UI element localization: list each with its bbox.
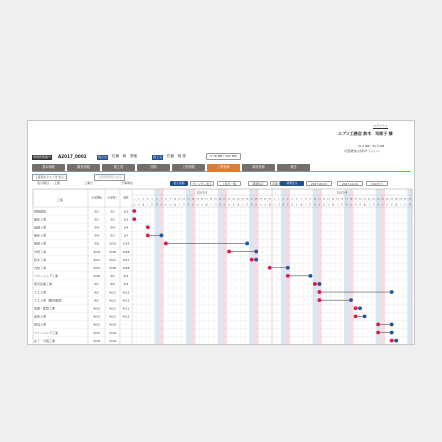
row-start-date: 4/10 (93, 306, 100, 311)
day-of-week: 木 (295, 204, 298, 207)
date-range-label: 期間表示 (280, 181, 304, 186)
row-progress-date: 3/28 (122, 249, 130, 254)
row-process-name: 基礎工事 (34, 225, 47, 230)
row-progress-date: - (125, 322, 127, 327)
nav-button-electronic[interactable]: 電子工程 (209, 128, 222, 132)
day-number: 15 (196, 198, 199, 201)
day-number: 29 (399, 198, 403, 201)
column-header-progress: 進捗 (123, 196, 129, 200)
day-of-week: 土 (209, 204, 213, 207)
row-progress-date: 3/21 (122, 257, 130, 262)
day-number: 26 (245, 198, 249, 201)
day-number: 30 (403, 198, 407, 201)
day-number: 29 (259, 198, 263, 201)
day-of-week: 水 (164, 204, 167, 207)
row-end-date: 4/12 (109, 290, 116, 295)
row-progress-date: 3/1 (123, 217, 129, 222)
day-of-week: 月 (408, 204, 411, 207)
day-of-week: 日 (214, 204, 217, 207)
day-of-week: 金 (395, 204, 398, 207)
gantt-end-marker[interactable] (286, 266, 290, 270)
day-number: 28 (394, 198, 398, 201)
property-code: A2017_0002 (58, 154, 87, 159)
day-of-week: 火 (191, 204, 195, 207)
gantt-end-marker[interactable] (349, 298, 353, 302)
tab-basic[interactable]: 基本情報 (32, 164, 65, 171)
day-of-week: 木 (327, 204, 330, 207)
day-number: 16 (200, 198, 204, 201)
day-of-week: 日 (277, 204, 280, 207)
row-start-date: 4/2 (94, 298, 99, 303)
row-process-name: 設備・配管工事 (34, 306, 56, 311)
day-number: 10 (313, 198, 317, 201)
row-process-name: 内装工事 (34, 266, 47, 271)
day-of-week: 日 (151, 204, 154, 207)
day-of-week: 水 (259, 204, 262, 207)
row-end-date: 4/18 (109, 338, 116, 343)
day-of-week: 日 (372, 204, 375, 207)
gantt-start-marker[interactable] (132, 217, 136, 221)
day-number: 8 (305, 198, 307, 201)
day-number: 21 (223, 198, 226, 201)
day-number: 20 (358, 198, 362, 201)
row-process-name: 外壁工事 (34, 249, 47, 254)
day-number: 27 (390, 198, 394, 201)
row-start-date: 3/1 (94, 217, 99, 222)
row-progress-date: 3/1 (123, 209, 129, 214)
day-of-week: 日 (340, 204, 344, 207)
day-of-week: 日 (182, 204, 185, 207)
day-number: 22 (367, 198, 371, 201)
row-start-date: 3/28 (93, 274, 100, 279)
column-header-process: 工程 (56, 198, 64, 202)
day-of-week: 金 (300, 204, 303, 207)
gantt-end-marker[interactable] (254, 258, 258, 262)
weekend-column (380, 189, 385, 344)
row-end-date: 3/1 (110, 217, 115, 222)
gantt-end-marker[interactable] (308, 274, 312, 278)
day-of-week: 月 (282, 204, 285, 207)
row-process-name: 解体工事 (34, 217, 47, 222)
day-number: 10 (173, 198, 177, 201)
logout-link[interactable]: ログアウト (373, 124, 389, 128)
row-start-date: 3/1 (94, 209, 99, 214)
day-of-week: 木 (390, 204, 393, 207)
row-end-date: 4/1 (110, 274, 115, 279)
gantt-start-marker[interactable] (132, 209, 136, 213)
row-progress-date: 4/12 (122, 298, 130, 303)
day-of-week: 金 (237, 204, 240, 207)
row-process-name: 大工工事 (34, 290, 47, 295)
row-process-name: 躯体工事 (34, 233, 47, 238)
day-number: 5 (291, 198, 293, 201)
day-number: 18 (349, 198, 353, 201)
date-range-separator: ～ (333, 181, 337, 185)
gantt-start-marker[interactable] (146, 225, 150, 229)
day-number: 8 (165, 198, 167, 201)
day-of-week: 日 (404, 204, 407, 207)
app-window (27, 120, 415, 345)
row-progress-date: 3/28 (122, 266, 130, 271)
day-number: 7 (300, 198, 303, 201)
day-of-week: 金 (173, 204, 176, 207)
row-progress-date: 3/4 (123, 225, 129, 230)
row-progress-date: - (125, 338, 127, 343)
gantt-start-marker[interactable] (354, 306, 358, 310)
day-number: 31 (268, 198, 272, 201)
day-number: 19 (354, 198, 357, 201)
weekend-column (281, 189, 286, 344)
row-process-name: 大工工事（構造補強） (34, 298, 65, 303)
gantt-end-marker[interactable] (159, 233, 163, 237)
process-list-button[interactable]: 工程日一覧 (217, 181, 241, 186)
row-end-date: 4/2 (110, 282, 115, 287)
day-of-week: 火 (318, 204, 321, 207)
day-number: 2 (278, 198, 280, 201)
day-number: 6 (296, 198, 298, 201)
row-process-name: 防水工事 (34, 257, 47, 262)
weekend-column (249, 189, 254, 344)
day-number: 26 (385, 198, 389, 201)
day-of-week: 木 (232, 204, 235, 207)
day-number: 15 (336, 198, 339, 201)
weekend-column (159, 189, 164, 344)
date-from-input[interactable]: 2017.03.01 (306, 181, 332, 186)
gantt-start-marker[interactable] (354, 314, 358, 318)
day-number: 17 (205, 198, 208, 201)
row-end-date: 3/28 (109, 249, 116, 254)
gantt-end-marker[interactable] (390, 323, 394, 327)
weekend-column (344, 189, 349, 344)
day-number: 6 (156, 198, 158, 201)
row-start-date: 3/21 (93, 257, 100, 262)
day-number: 23 (232, 198, 235, 201)
day-of-week: 月 (250, 204, 253, 207)
day-number: 1 (273, 198, 275, 201)
day-number: 3 (142, 198, 144, 201)
row-process-name: 建具工事 (34, 322, 47, 327)
day-of-week: 水 (291, 204, 294, 207)
company-user-name: エプコ工務店 鈴木 司郎子 様 (338, 131, 393, 136)
gantt-end-marker[interactable] (254, 250, 258, 254)
row-end-date: 4/12 (109, 298, 116, 303)
day-of-week: 水 (196, 204, 199, 207)
row-start-date: 4/10 (93, 314, 100, 319)
weekend-column (254, 189, 259, 344)
day-of-week: 火 (223, 204, 226, 207)
row-process-name: 電気設備工事 (34, 282, 53, 287)
gantt-start-marker[interactable] (164, 242, 168, 246)
row-process-name: 屋根工事 (34, 241, 47, 246)
day-of-week: 金 (142, 204, 145, 207)
day-of-week: 土 (336, 204, 339, 207)
row-end-date: 3/28 (109, 266, 116, 271)
day-number: 7 (160, 198, 163, 201)
weekend-column (218, 189, 223, 344)
day-number: 22 (227, 198, 231, 201)
nav-button-photos[interactable]: 施工写真 (238, 128, 251, 132)
column-header-end: 予定終了 (107, 196, 118, 200)
day-number: 24 (376, 198, 380, 201)
row-end-date: 3/21 (109, 257, 116, 262)
tab-report[interactable]: 報告 (277, 164, 310, 171)
day-of-week: 金 (363, 204, 366, 207)
gantt-start-marker[interactable] (313, 282, 317, 286)
weekend-column (191, 189, 196, 344)
day-of-week: 土 (241, 204, 244, 207)
weekend-column (186, 189, 191, 344)
filter-item-label: 表示項目 (37, 181, 50, 185)
day-number: 5 (151, 198, 153, 201)
date-to-input[interactable]: 2017.11.01 (337, 181, 363, 186)
day-number: 12 (322, 198, 326, 201)
gantt-end-marker[interactable] (390, 290, 394, 294)
day-number: 9 (169, 198, 172, 201)
row-end-date: 4/18 (109, 322, 116, 327)
row-start-date: 4/1 (94, 282, 99, 287)
csv-export-button[interactable]: CSV出力 (366, 181, 388, 186)
day-number: 23 (372, 198, 375, 201)
day-of-week: 月 (313, 204, 316, 207)
refresh-button[interactable]: 表示更新 (170, 181, 188, 186)
gantt-end-marker[interactable] (358, 306, 362, 310)
row-progress-date: 4/12 (122, 314, 130, 319)
row-start-date: 4/15 (93, 330, 100, 335)
weekend-column (222, 189, 227, 344)
weekend-column (407, 189, 412, 344)
day-of-week: 土 (368, 204, 371, 207)
tab-customer[interactable]: 顧客情報 (67, 164, 100, 171)
row-end-date: 3/4 (110, 225, 115, 230)
day-of-week: 火 (286, 204, 289, 207)
usage-box: 3.78 MB / 500 MB (206, 153, 241, 160)
gantt-start-marker[interactable] (376, 323, 380, 327)
day-number: 25 (381, 198, 384, 201)
day-of-week: 月 (155, 204, 158, 207)
day-number: 12 (182, 198, 186, 201)
row-progress-date: 3/7 (123, 233, 129, 238)
day-number: 28 (254, 198, 258, 201)
day-of-week: 月 (345, 204, 348, 207)
gantt-chart (28, 121, 414, 344)
row-start-date: 3/8 (94, 241, 99, 246)
day-number: 30 (263, 198, 267, 201)
gantt-end-marker[interactable] (394, 339, 398, 343)
day-of-week: 火 (160, 204, 163, 207)
month-label: 2017/4 (336, 190, 348, 195)
day-of-week: 金 (331, 204, 335, 207)
row-end-date: 4/18 (109, 330, 116, 335)
day-of-week: 水 (386, 204, 389, 207)
row-end-date: 4/12 (109, 314, 116, 319)
day-of-week: 月 (219, 204, 222, 207)
property-code-label: 現場管理番号 (33, 155, 52, 159)
day-number: 14 (191, 198, 195, 201)
gantt-start-marker[interactable] (286, 274, 290, 278)
day-number: 13 (327, 198, 330, 201)
gantt-start-marker[interactable] (146, 233, 150, 237)
weekend-column (155, 189, 163, 344)
row-start-date: 4/15 (93, 322, 100, 327)
day-of-week: 水 (322, 204, 325, 207)
gantt-end-marker[interactable] (363, 314, 367, 318)
row-progress-date: 4/11 (122, 306, 130, 311)
row-start-date: 4/18 (93, 338, 100, 343)
day-number: 21 (363, 198, 366, 201)
row-progress-date: 4/1 (123, 274, 129, 279)
gantt-end-marker[interactable] (318, 282, 322, 286)
row-start-date: 4/2 (94, 290, 99, 295)
row-process-name: クリーニング工事 (34, 330, 58, 335)
row-start-date: 3/4 (94, 233, 99, 238)
day-of-week: 水 (354, 204, 357, 207)
day-of-week: 土 (273, 204, 276, 207)
nest-view-toggle[interactable]: 工程表をネスト化 表示 (32, 174, 67, 181)
manage-view-toggle[interactable]: 工程管理情報の表示 (94, 174, 125, 181)
day-number: 4 (147, 198, 149, 201)
day-of-week: 木 (137, 204, 140, 207)
tab-documents[interactable]: 資料管理 (242, 164, 275, 171)
row-process-name: フローリング工事 (34, 274, 58, 279)
day-number: 4 (287, 198, 289, 201)
day-number: 25 (241, 198, 244, 201)
row-end-date: 3/1 (110, 209, 115, 214)
site-name-label: 施工名 (153, 155, 163, 159)
tab-process-manage[interactable]: 工程管理 (207, 164, 240, 171)
day-of-week: 土 (146, 204, 149, 207)
day-of-week: 金 (268, 204, 271, 207)
row-progress-date: 4/12 (122, 290, 130, 295)
range-select-button[interactable]: 期間指定 (248, 181, 268, 186)
calendar-view-button[interactable]: カレンダー表示 (190, 181, 214, 186)
day-of-week: 火 (255, 204, 258, 207)
gantt-start-marker[interactable] (268, 266, 272, 270)
row-start-date: 3/4 (94, 225, 99, 230)
day-of-week: 水 (228, 204, 231, 207)
row-end-date: 3/19 (109, 241, 116, 246)
day-of-week: 火 (381, 204, 384, 207)
tab-plans[interactable]: 図面 (137, 164, 170, 171)
row-end-date: 4/11 (109, 306, 116, 311)
gantt-end-marker[interactable] (390, 331, 394, 335)
gantt-start-marker[interactable] (318, 290, 322, 294)
day-number: 3 (282, 198, 284, 201)
row-end-date: 3/7 (110, 233, 115, 238)
day-number: 17 (345, 198, 348, 201)
weekend-column (317, 189, 322, 344)
day-of-week: 月 (377, 204, 380, 207)
gantt-start-marker[interactable] (318, 298, 322, 302)
weekend-column (313, 189, 321, 344)
tab-process-info[interactable]: 工程情報 (172, 164, 205, 171)
filter-item-value[interactable]: 工程 (54, 181, 61, 185)
day-number: 18 (209, 198, 213, 201)
row-progress-date: - (125, 330, 127, 335)
nav-button-schedule[interactable]: 工程表 (182, 128, 192, 132)
day-number: 20 (218, 198, 222, 201)
row-process-name: 完了・引渡工事 (34, 338, 56, 343)
day-of-week: 水 (133, 204, 136, 207)
day-number: 2 (138, 198, 140, 201)
month-label: 2017/3 (196, 190, 208, 195)
day-of-week: 木 (169, 204, 172, 207)
weekend-column (349, 189, 354, 344)
storage-info: (5.0 GB / 51.5 GB (358, 144, 385, 148)
row-process-name: 現場調査 (34, 209, 47, 214)
day-number: 9 (309, 198, 312, 201)
row-progress-date: 3/19 (122, 241, 130, 246)
day-of-week: 日 (246, 204, 249, 207)
nav-button-help[interactable]: ヘルプ (269, 128, 279, 132)
gantt-start-marker[interactable] (390, 339, 394, 343)
weekend-column (376, 189, 381, 344)
tab-drawing[interactable]: 施工図 (102, 164, 135, 171)
day-number: 14 (331, 198, 335, 201)
day-of-week: 土 (399, 204, 402, 207)
day-of-week: 木 (200, 204, 204, 207)
day-number: 24 (236, 198, 240, 201)
day-of-week: 金 (205, 204, 208, 207)
day-number: 27 (250, 198, 254, 201)
row-start-date: 3/16 (93, 249, 100, 254)
filter-date-label[interactable]: 工事日 (84, 181, 94, 185)
gantt-start-marker[interactable] (250, 258, 254, 262)
day-of-week: 月 (187, 204, 190, 207)
day-number: 19 (214, 198, 217, 201)
column-header-start: 予定開始 (91, 196, 102, 200)
day-of-week: 木 (359, 204, 362, 207)
owner-name: 佐藤 修 康様 (112, 154, 138, 158)
day-number: 16 (340, 198, 344, 201)
print-button[interactable]: 印刷 (270, 181, 280, 186)
day-of-week: 火 (349, 204, 353, 207)
row-start-date: 3/25 (93, 266, 100, 271)
day-number: 11 (318, 198, 321, 201)
row-progress-date: 4/2 (123, 282, 129, 287)
owner-label: 施主名 (98, 155, 108, 159)
day-of-week: 日 (309, 204, 312, 207)
day-of-week: 木 (264, 204, 267, 207)
gantt-start-marker[interactable] (227, 250, 231, 254)
day-number: 1 (133, 198, 135, 201)
day-of-week: 土 (178, 204, 181, 207)
gantt-start-marker[interactable] (376, 331, 380, 335)
day-of-week: 土 (304, 204, 307, 207)
day-number: 31 (408, 198, 412, 201)
filter-budget-label[interactable]: 予算単位 (121, 181, 134, 185)
gantt-end-marker[interactable] (245, 242, 249, 246)
site-name: 佐藤 様 邸 (167, 154, 187, 158)
day-number: 11 (178, 198, 181, 201)
day-number: 13 (187, 198, 190, 201)
row-process-name: 塗装工事 (34, 314, 47, 319)
storage-note: (容量増加は有料オプション) (344, 149, 380, 153)
